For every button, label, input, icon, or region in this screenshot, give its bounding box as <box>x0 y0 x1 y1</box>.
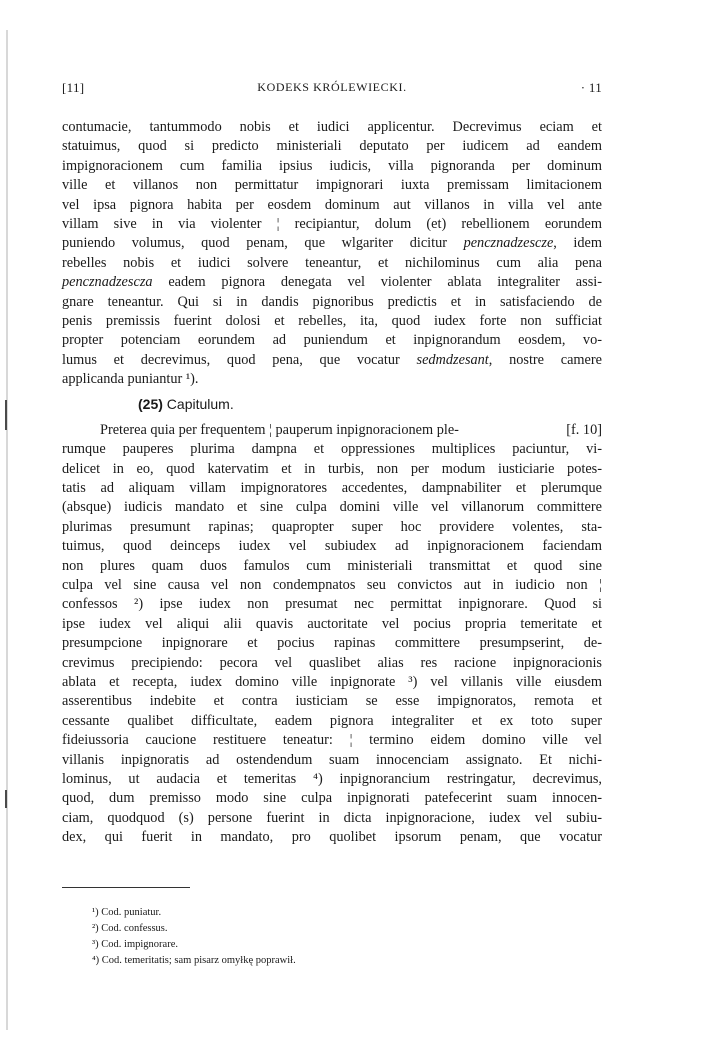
page-number: · 11 <box>580 80 602 95</box>
footnote-separator <box>62 887 190 888</box>
text-line: villanis inpignoratis ad ostendendum suam innocenciam assignato. Et nichi- <box>62 751 602 768</box>
text-line: rumque pauperes plurima dampna et oppressiones multiplices paciuntur, vi- <box>62 441 602 458</box>
chapter-heading <box>62 395 602 414</box>
scan-margin-mark <box>5 790 7 808</box>
text-line: tuimus, quod deinceps iudex vel subiudex ad inpignoracionem faciendam <box>62 538 602 555</box>
running-header <box>62 80 602 100</box>
chapter-number: (25) <box>138 396 163 413</box>
text-line: applicanda puniantur ¹). <box>62 371 199 388</box>
footnote-text: Cod. temeritatis; sam pisarz omyłkę poprawił. <box>101 955 296 966</box>
footnote-mark: ¹) <box>92 907 99 918</box>
footnote-text: Cod. confessus. <box>101 923 168 934</box>
text-line: lominus, ut audacia et temeritas ⁴) inpignorancium restringatur, decrevimus, <box>62 770 602 787</box>
footnotes <box>92 905 296 969</box>
text-line: propter potenciam eorundem ad puniendum et inpignorandum eosdem, vo- <box>62 332 602 349</box>
text-line: (absque) iudicis mandato et sine culpa domini ville vel villanorum committere <box>62 499 602 516</box>
text-line: ciam, quodquod (s) persone fuerint in dicta inpignoracione, iudex vel subiu- <box>62 809 602 826</box>
text-segment: , idem <box>553 235 602 252</box>
text-line <box>62 234 602 253</box>
text-line: asserentibus indebite et contra iusticiam se esse impignoratos, remota et <box>62 693 602 710</box>
scan-margin-mark <box>5 400 7 430</box>
text-line: statuimus, quod si predicto ministeriali deputato per iudicem ad eandem <box>62 138 602 155</box>
scan-margin-edge <box>6 30 8 1030</box>
text-line: crevimus precipiendo: pecora vel quaslibet alias res racione inpignoracionis <box>62 654 602 671</box>
text-line: villam sive in via violenter ¦ recipiantur, dolum (et) rebellionem eorundem <box>62 215 602 232</box>
text-line: tatis ad aliquam villam impignoratores accedentes, dampnabiliter et plerumque <box>62 480 602 497</box>
footnote-text: Cod. puniatur. <box>101 907 162 918</box>
text-segment: lumus et decrevimus, quod pena, que vocatur <box>62 351 400 368</box>
vernacular-term: sedmdzesant <box>416 351 489 368</box>
text-line: non plures quam duos famulos cum ministeriali transmittat et quod sine <box>62 557 602 574</box>
folio-reference: [f. 10] <box>566 421 602 438</box>
text-line: quod, dum premisso modo sine culpa inpignorati patefecerint suam innocen- <box>62 790 602 807</box>
text-line: confessos ²) ipse iudex non presumat nec permittat inpignorare. Quod si <box>62 596 602 613</box>
text-segment: puniendo volumus, quod penam, que wlgariter dicitur <box>62 235 448 252</box>
text-line: gnare teneantur. Qui si in dandis pignoribus predictis et in satisfaciendo de <box>62 293 602 310</box>
vernacular-term: pencznadzescza <box>62 274 153 291</box>
text-line: dex, qui fuerit in mandato, pro quolibet ipsorum penam, que vocatur <box>62 829 602 846</box>
running-title: KODEKS KRÓLEWIECKI. <box>257 80 407 94</box>
text-line: culpa vel sine causa vel non condempnatos seu convictos aut in iudicio non ¦ <box>62 576 602 593</box>
text-line: cessante qualibet difficultate, eadem pignora integraliter et ex toto super <box>62 712 602 729</box>
text-line: ipse iudex vel aliqui alii quavis auctoritate vel pocius propria temeritate et <box>62 615 602 632</box>
footnote <box>92 937 296 953</box>
text-segment: eadem pignora denegata vel violenter ablata integraliter assi- <box>152 274 602 291</box>
text-line: ablata et recepta, iudex domino ville inpignorate ³) vel villanis ville eiusdem <box>62 673 602 690</box>
footnote <box>92 921 296 937</box>
text-segment: , nostre camere <box>488 351 603 368</box>
footnote-text: Cod. impignorare. <box>101 939 178 950</box>
footnote <box>92 953 296 969</box>
footnote-mark: ⁴) <box>92 955 100 966</box>
text-line: vel ipsa pignora habita per eosdem dominum aut villanos in villa vel ante <box>62 196 602 213</box>
vernacular-term: pencznadzescze <box>463 235 554 252</box>
text-line <box>62 273 602 292</box>
chapter-title: Capitulum. <box>162 396 234 413</box>
text-line <box>62 421 602 440</box>
text-line: impignoracionem cum familia ipsius iudicis, villa pignoranda per dominum <box>62 157 602 174</box>
section-number: [11] <box>62 80 85 95</box>
text-line: plurimas presumunt rapinas; quapropter super hoc providere volentes, sta- <box>62 518 602 535</box>
text-line: penis premissis fuerint dolosi et rebelles, ita, quod iudex forte non sufficiat <box>62 312 602 329</box>
main-text <box>62 118 602 847</box>
text-line: delicet in eo, quod katervatim et in turbis, non per modum iusticiarie potes- <box>62 460 602 477</box>
footnote <box>92 905 296 921</box>
text-segment: Preterea quia per frequentem ¦ pauperum inpignoracionem ple- <box>100 421 459 438</box>
text-line: rebelles nobis et iudici solvere teneantur, et nichilominus cum alia pena <box>62 254 602 271</box>
footnote-mark: ³) <box>92 939 99 950</box>
footnote-mark: ²) <box>92 923 99 934</box>
text-line <box>62 351 602 370</box>
text-line: contumacie, tantummodo nobis et iudici applicentur. Decrevimus eciam et <box>62 119 602 135</box>
text-line: ville et villanos non permittatur impignorari iuxta premissam limitacionem <box>62 177 602 194</box>
text-line: presumpcione inpignorare et pocius rapinas committere presumpserint, de- <box>62 635 602 652</box>
text-line: fideiussoria caucione restituere teneatur: ¦ termino eidem domino ville vel <box>62 732 602 749</box>
